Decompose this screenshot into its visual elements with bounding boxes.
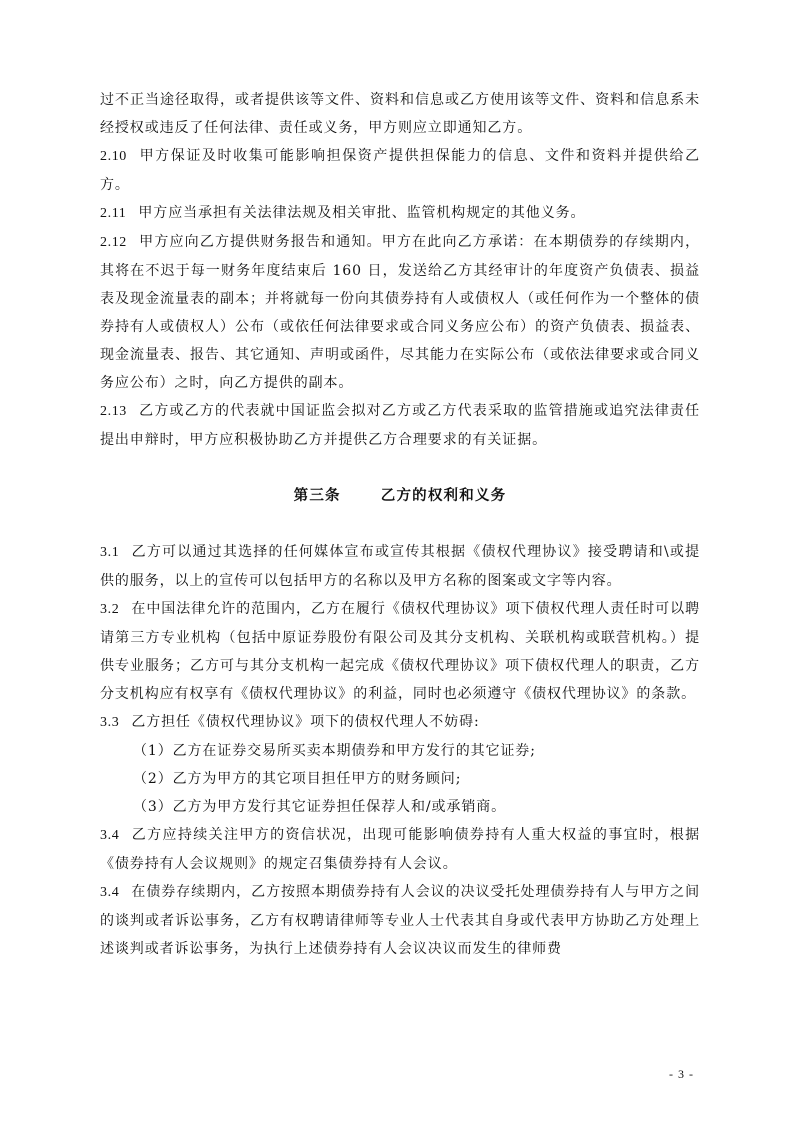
page-number: - 3 - (669, 1067, 694, 1081)
sub-item: （2）乙方为甲方的其它项目担任甲方的财务顾问; (133, 771, 462, 787)
clause-text: 在债券存续期内，乙方按照本期债券持有人会议的决议受托处理债券持有人与甲方之间的谈判或者诉讼事务，乙方有权聘请律师等专业人士代表其自身或代表甲方协助乙方处理上述谈判或者诉讼事务，为执行上述债券持有人会议决议而发生的律师费 (100, 884, 700, 957)
clause-text: 在中国法律允许的范围内，乙方在履行《债权代理协议》项下债权代理人责任时可以聘请第三方专业机构（包括中原证券股份有限公司及其分支机构、关联机构或联营机构。）提供专业服务；乙方可与其分支机构一起完成《债权代理协议》项下债权代理人的职责，乙方分支机构应有权享有《债权代理协议》的利益，同时也必须遵守《债权代理协议》的条款。 (100, 601, 700, 702)
clause-text: 甲方保证及时收集可能影响担保资产提供担保能力的信息、文件和资料并提供给乙方。 (100, 148, 700, 193)
clauses-section-2 (100, 142, 700, 454)
clause-number: 3.2 (100, 602, 120, 617)
clause-text: 乙方应持续关注甲方的资信状况，出现可能影响债券持有人重大权益的事宜时，根据《债券持有人会议规则》的规定召集债券持有人会议。 (100, 827, 700, 872)
clause-number: 3.1 (100, 545, 120, 560)
sub-item: （1）乙方在证券交易所买卖本期债券和甲方发行的其它证券; (133, 743, 536, 759)
clause-3-1 (100, 538, 700, 595)
clauses-section-3 (100, 538, 700, 963)
clause-text: 乙方或乙方的代表就中国证监会拟对乙方或乙方代表采取的监管措施或追究法律责任提出申辩时，甲方应积极协助乙方并提供乙方合理要求的有关证据。 (100, 403, 700, 448)
clause-2-12 (100, 228, 700, 397)
clause-3-4 (100, 821, 700, 878)
clause-2-10 (100, 142, 700, 199)
continuation-paragraph: 过不正当途径取得，或者提供该等文件、资料和信息或乙方使用该等文件、资料和信息系未经授权或违反了任何法律、责任或义务，甲方则应立即通知乙方。 (100, 92, 700, 136)
clause-3-3 (100, 708, 700, 737)
section-number: 第三条 (293, 487, 341, 504)
clause-number: 2.10 (100, 149, 127, 164)
clause-text: 乙方可以通过其选择的任何媒体宣布或宣传其根据《债权代理协议》接受聘请和\或提供的服务，以上的宣传可以包括甲方的名称以及甲方名称的图案或文字等内容。 (100, 544, 700, 589)
clause-3-4-second (100, 878, 700, 963)
clause-2-13 (100, 397, 700, 454)
clause-text: 甲方应向乙方提供财务报告和通知。甲方在此向乙方承诺：在本期债券的存续期内，其将在不迟于每一财务年度结束后 160 日，发送给乙方其经审计的年度资产负债表、损益表及现金流量表的副本；并将就每一份向其债券持有人或债权人（或任何作为一个整体的债券持有人或债权人）公布（或依任何法律要求或合同义务应公布）的资产负债表、损益表、现金流量表、报告、其它通知、声明或函件，尽其能力在实际公布（或依法律要求或合同义务应公布）之时，向乙方提供的副本。 (100, 234, 700, 391)
section-heading (100, 482, 700, 510)
clause-2-11 (100, 199, 700, 228)
document-page (100, 86, 700, 963)
clause-text: 乙方担任《债权代理协议》项下的债权代理人不妨碍: (131, 714, 480, 730)
clause-number: 2.13 (100, 404, 127, 419)
clause-number: 2.11 (100, 206, 127, 221)
section-title: 乙方的权利和义务 (380, 487, 507, 504)
sub-item: （3）乙方为甲方发行其它证券担任保荐人和/或承销商。 (133, 799, 507, 815)
clause-number: 3.4 (100, 885, 120, 900)
clause-number: 3.3 (100, 715, 120, 730)
clause-3-2 (100, 595, 700, 708)
clause-number: 2.12 (100, 235, 127, 250)
clause-text: 甲方应当承担有关法律法规及相关审批、监管机构规定的其他义务。 (138, 205, 586, 221)
clause-number: 3.4 (100, 828, 120, 843)
